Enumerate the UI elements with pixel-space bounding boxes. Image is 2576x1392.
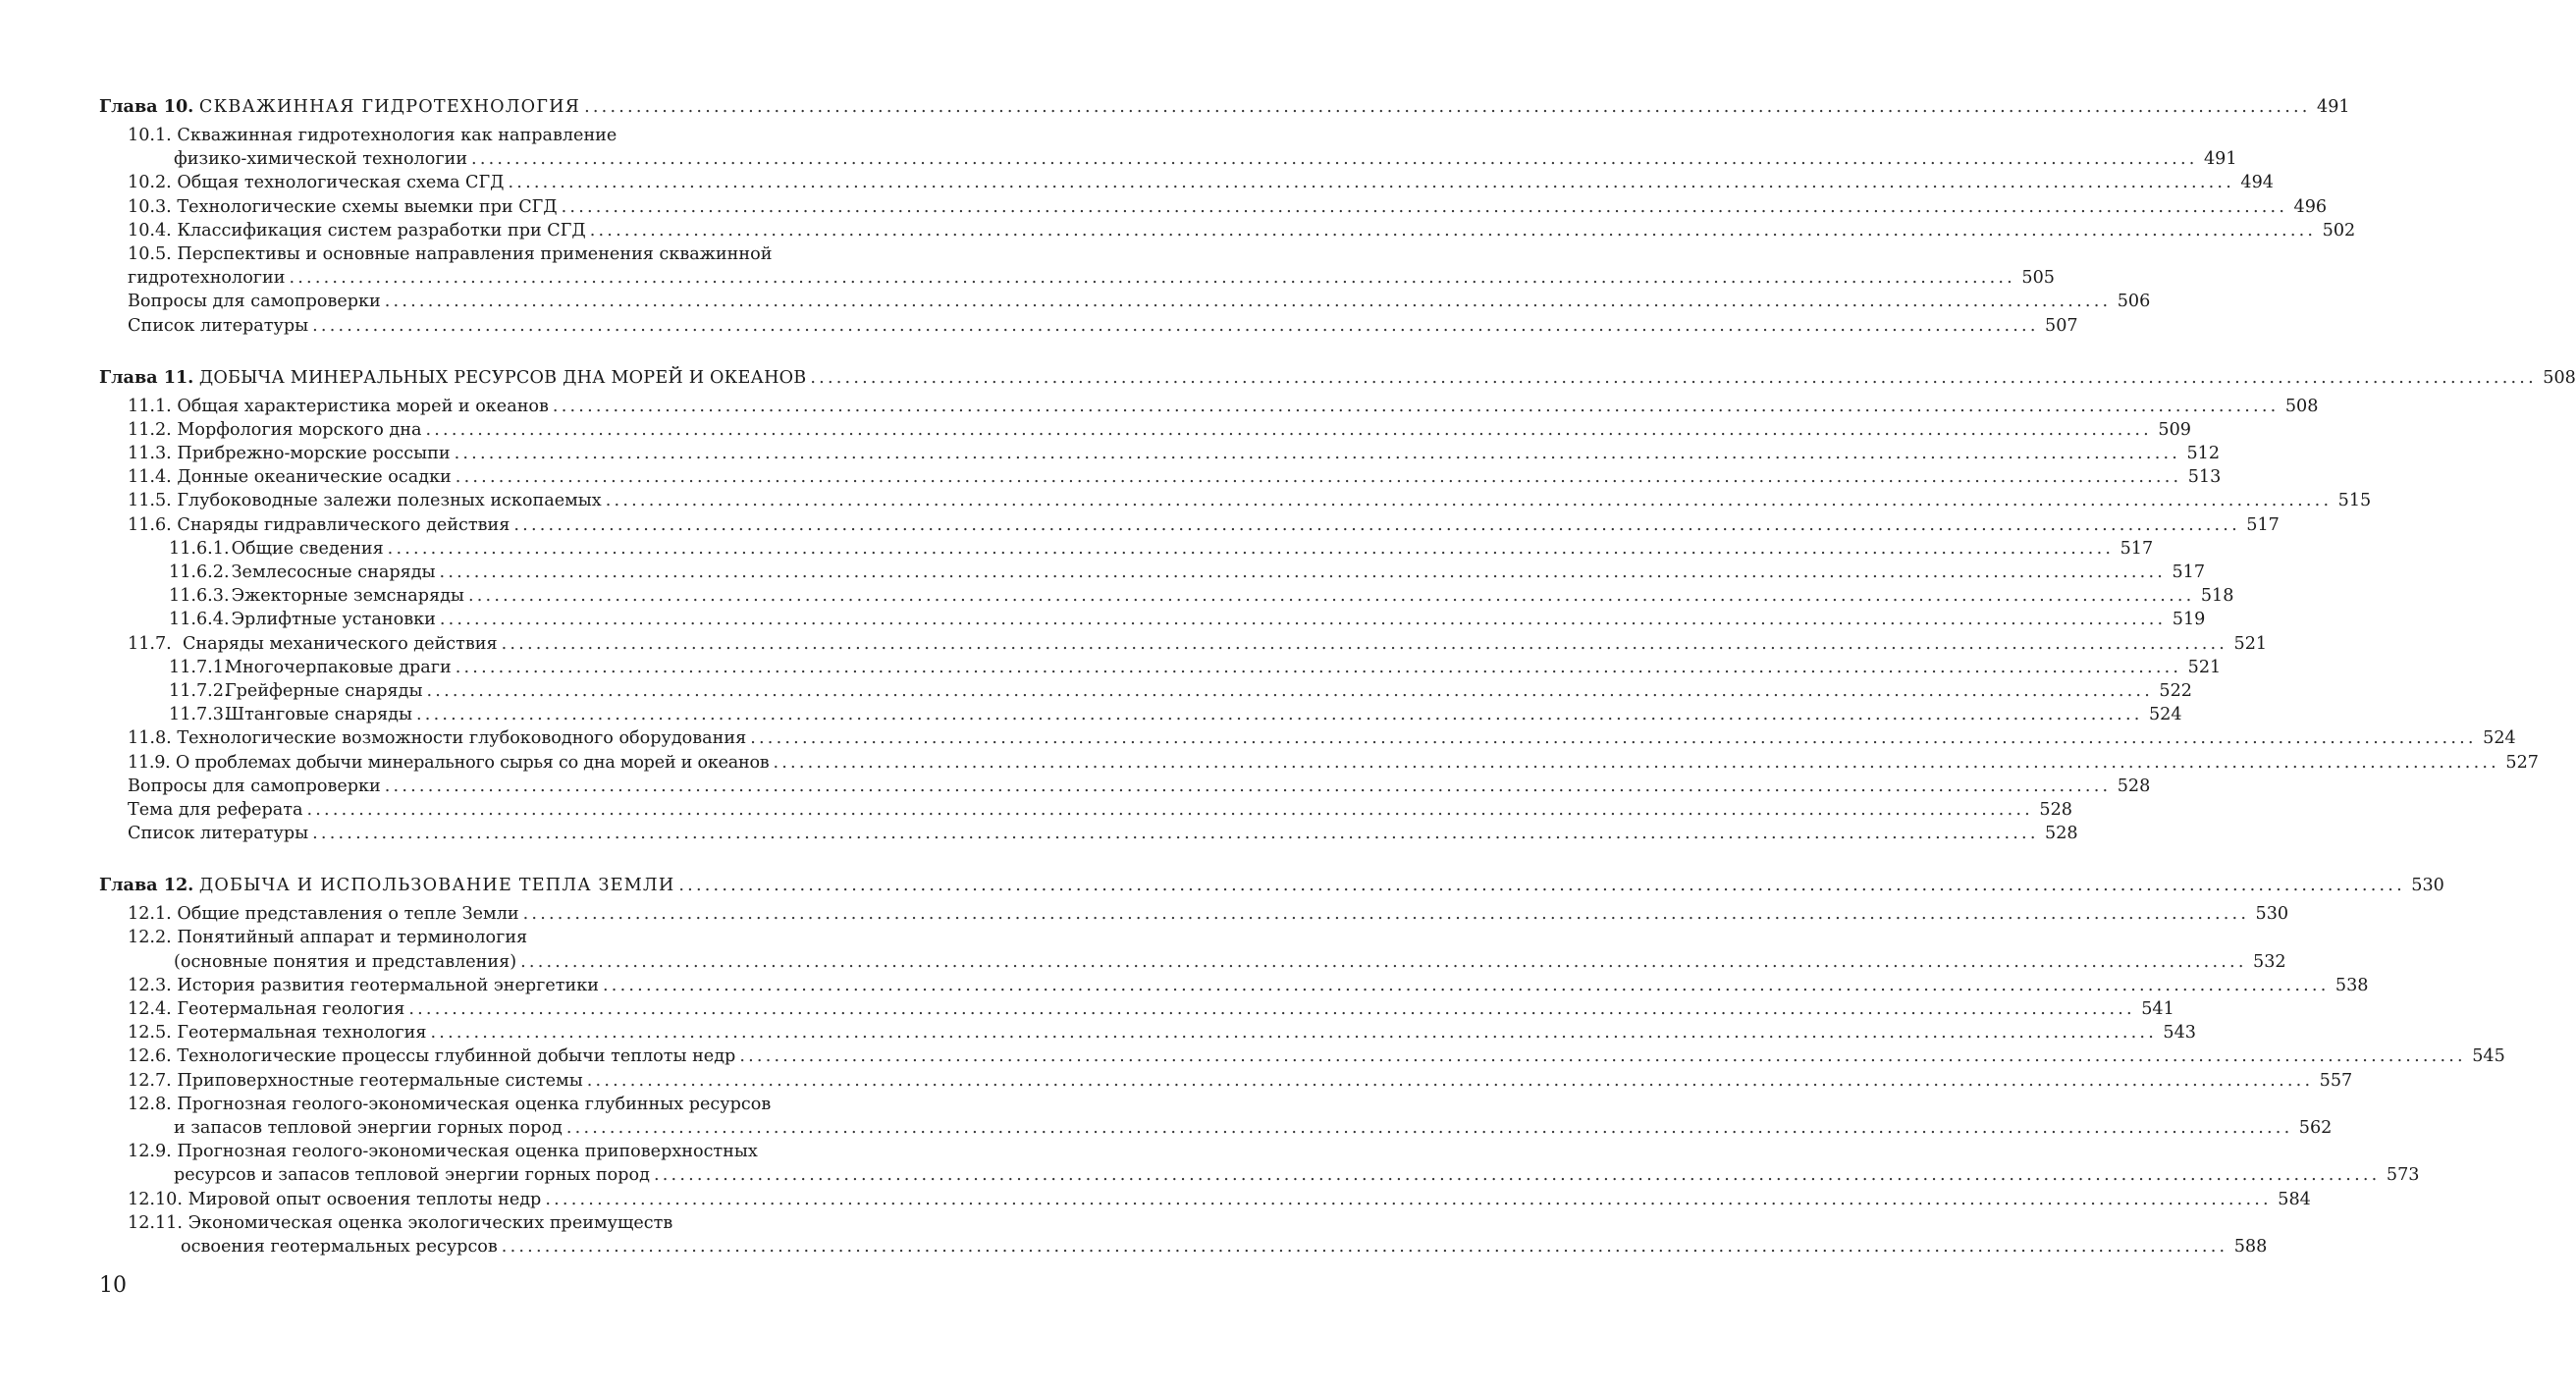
page-ref: 521: [2187, 657, 2222, 677]
leader-dots: ........................................................................................................................................................................................................: [586, 1070, 2314, 1091]
section-number: 10.4.: [128, 220, 172, 241]
section-title: Снаряды гидравлического действия: [177, 514, 510, 535]
section-title: Геотермальная технология: [177, 1023, 427, 1044]
toc-subentry[interactable]: [99, 537, 2154, 561]
chapter-12: [99, 873, 2505, 1258]
page-ref: 524: [2148, 705, 2182, 725]
leader-dots: ........................................................................................................................................................................................................: [312, 315, 2039, 336]
section-title: Морфология морского дна: [177, 419, 422, 440]
section-number: 11.2.: [128, 419, 172, 440]
page-ref: 530: [2411, 876, 2444, 896]
toc-entry[interactable]: [99, 997, 2174, 1021]
chapter-heading[interactable]: [99, 873, 2444, 898]
leader-dots: ........................................................................................................................................................................................................: [513, 514, 2240, 535]
toc-entry[interactable]: [99, 1021, 2196, 1044]
toc-entry[interactable]: [99, 465, 2222, 489]
toc-entry[interactable]: [99, 751, 2539, 775]
section-title: Вопросы для самопроверки: [128, 292, 381, 312]
toc-entry-continuation[interactable]: [99, 950, 2286, 974]
leader-dots: ........................................................................................................................................................................................................: [439, 610, 2167, 630]
leader-dots: ........................................................................................................................................................................................................: [602, 975, 2330, 995]
section-title: Прогнозная геолого-экономическая оценка глубинных ресурсов: [177, 1094, 772, 1114]
page-ref: 508: [2543, 367, 2576, 388]
section-title: Технологические возможности глубоководного оборудования: [177, 728, 747, 749]
leader-dots: ........................................................................................................................................................................................................: [384, 292, 2112, 312]
section-title: Классификация систем разработки при СГД: [177, 220, 586, 241]
toc-subentry[interactable]: [99, 679, 2193, 703]
page-ref: 528: [2045, 824, 2078, 844]
page-ref: 527: [2505, 752, 2539, 773]
toc-entry[interactable]: [99, 775, 2151, 798]
chapter-label: Глава 10.: [99, 96, 194, 117]
toc-entry-continuation[interactable]: [99, 147, 2237, 171]
section-title: Общие представления о тепле Земли: [177, 904, 519, 925]
section-number: 11.8.: [128, 728, 172, 749]
page-ref: 491: [2203, 149, 2237, 170]
toc-subentry[interactable]: [99, 703, 2182, 726]
section-title-cont: физико-химической технологии: [174, 149, 468, 170]
page-ref: 517: [2172, 562, 2206, 582]
leader-dots: ........................................................................................................................................................................................................: [508, 173, 2234, 193]
section-number: 12.8.: [128, 1094, 172, 1114]
section-title: Вопросы для самопроверки: [128, 776, 381, 796]
page-ref: 518: [2200, 586, 2234, 607]
leader-dots: ........................................................................................................................................................................................................: [561, 196, 2288, 217]
leader-dots: ........................................................................................................................................................................................................: [471, 149, 2198, 170]
page-ref: 573: [2386, 1165, 2420, 1186]
page-ref: 528: [2039, 799, 2072, 820]
section-title: Общая технологическая схема СГД: [177, 173, 505, 193]
toc-subentry[interactable]: [99, 656, 2222, 679]
toc-entry[interactable]: [99, 822, 2078, 845]
section-number: 12.7.: [128, 1070, 172, 1091]
subsection-title: Грейферные снаряды: [225, 680, 423, 701]
toc-entry[interactable]: [99, 726, 2516, 750]
table-of-contents: [99, 94, 2576, 1286]
page-ref: 513: [2187, 467, 2222, 488]
section-title-cont: освоения геотермальных ресурсов: [181, 1236, 498, 1257]
toc-entry[interactable]: [99, 171, 2274, 194]
leader-dots: ........................................................................................................................................................................................................: [605, 491, 2333, 511]
page-ref: 517: [2120, 538, 2154, 559]
page-ref: 519: [2172, 610, 2206, 630]
subsection-title: Эрлифтные установки: [231, 610, 436, 630]
section-title: Приповерхностные геотермальные системы: [177, 1070, 583, 1091]
subsection-number: 11.6.1.: [169, 538, 230, 559]
page-ref: 562: [2298, 1117, 2333, 1138]
subsection-number: 11.7.1.: [169, 657, 230, 677]
section-title: Технологические процессы глубинной добычи теплоты недр: [177, 1046, 736, 1067]
section-title: Экономическая оценка экологических преимуществ: [188, 1212, 673, 1233]
subsection-number: 11.6.2.: [169, 562, 230, 582]
leader-dots: ........................................................................................................................................................................................................: [520, 951, 2247, 972]
leader-dots: ........................................................................................................................................................................................................: [545, 1189, 2272, 1209]
toc-entry-continuation[interactable]: [99, 1116, 2333, 1140]
chapter-heading[interactable]: [99, 365, 2576, 391]
page-ref: 524: [2483, 728, 2516, 749]
leader-dots: ........................................................................................................................................................................................................: [455, 657, 2182, 677]
subsection-title: Эжекторные земснаряды: [231, 586, 464, 607]
page-ref: 588: [2233, 1236, 2268, 1257]
section-title: Общая характеристика морей и океанов: [177, 396, 549, 416]
leader-dots: ........................................................................................................................................................................................................: [750, 728, 2477, 749]
chapter-10: [99, 94, 2356, 338]
page-ref: 532: [2253, 951, 2286, 972]
toc-entry[interactable]: [99, 974, 2369, 997]
section-title-cont: (основные понятия и представления): [174, 951, 517, 972]
page-ref: 517: [2246, 514, 2280, 535]
leader-dots: ........................................................................................................................................................................................................: [773, 752, 2499, 773]
toc-entry[interactable]: [99, 195, 2328, 219]
page-ref: 515: [2337, 491, 2372, 511]
section-number: 12.11.: [128, 1212, 183, 1233]
leader-dots: ........................................................................................................................................................................................................: [467, 586, 2195, 607]
page-ref: 538: [2334, 975, 2369, 995]
page-ref: 545: [2472, 1046, 2505, 1067]
page-ref: 502: [2322, 220, 2356, 241]
leader-dots: ........................................................................................................................................................................................................: [426, 680, 2154, 701]
section-number: 11.6.: [128, 514, 172, 535]
section-title: Список литературы: [128, 315, 309, 336]
page-ref: 507: [2045, 315, 2078, 336]
toc-entry[interactable]: [99, 902, 2289, 926]
leader-dots: ........................................................................................................................................................................................................: [454, 444, 2181, 464]
toc-entry[interactable]: [99, 395, 2319, 418]
leader-dots: ........................................................................................................................................................................................................: [312, 824, 2039, 844]
page-ref: 521: [2233, 633, 2268, 654]
leader-dots: ........................................................................................................................................................................................................: [455, 467, 2182, 488]
subsection-title: Общие сведения: [231, 538, 384, 559]
toc-entry-continuation[interactable]: [99, 1163, 2420, 1187]
section-title: Снаряды механического действия: [182, 633, 498, 654]
toc-subentry[interactable]: [99, 584, 2234, 608]
page-ref: 509: [2158, 419, 2191, 440]
leader-dots: ........................................................................................................................................................................................................: [289, 268, 2015, 289]
toc-entry[interactable]: [99, 926, 882, 949]
toc-entry[interactable]: [99, 632, 2268, 656]
section-title-cont: гидротехнологии: [128, 268, 286, 289]
section-number: 12.6.: [128, 1046, 172, 1067]
section-title: Прибрежно-морские россыпи: [177, 444, 451, 464]
toc-entry[interactable]: [99, 242, 882, 266]
page-ref: 505: [2021, 268, 2055, 289]
leader-dots: ........................................................................................................................................................................................................: [589, 220, 2317, 241]
section-title: История развития геотермальной энергетики: [177, 975, 599, 995]
section-title: О проблемах добычи минерального сырья со дна морей и океанов: [175, 752, 770, 773]
leader-dots: ........................................................................................................................................................................................................: [653, 1165, 2381, 1186]
toc-entry[interactable]: [99, 1093, 882, 1116]
page-ref: 496: [2293, 196, 2328, 217]
section-number: 11.1.: [128, 396, 172, 416]
page-ref: 491: [2317, 97, 2350, 117]
subsection-title: Штанговые снаряды: [225, 705, 413, 725]
page-ref: 557: [2319, 1070, 2353, 1091]
section-number: 12.2.: [128, 928, 172, 948]
subsection-title: Землесосные снаряды: [231, 562, 436, 582]
subsection-title: Многочерпаковые драги: [225, 657, 452, 677]
leader-dots: ........................................................................................................................................................................................................: [439, 562, 2167, 582]
toc-entry[interactable]: [99, 442, 2221, 465]
chapter-heading[interactable]: [99, 94, 2350, 120]
leader-dots: ........................................................................................................................................................................................................: [387, 538, 2115, 559]
page-ref: 512: [2186, 444, 2221, 464]
section-number: 10.1.: [128, 126, 172, 145]
toc-subentry[interactable]: [99, 561, 2206, 584]
section-number: 12.5.: [128, 1023, 172, 1044]
chapter-label: Глава 11.: [99, 366, 194, 388]
leader-dots: ........................................................................................................................................................................................................: [522, 904, 2250, 925]
section-number: 11.3.: [128, 444, 172, 464]
toc-entry[interactable]: [99, 1140, 882, 1163]
section-title: Понятийный аппарат и терминология: [177, 928, 528, 948]
leader-dots: ........................................................................................................................................................................................................: [584, 97, 2311, 117]
page-ref: 528: [2117, 776, 2151, 796]
page-ref: 508: [2284, 396, 2319, 416]
section-number: 11.5.: [128, 491, 172, 511]
subsection-number: 11.7.2.: [169, 680, 230, 701]
toc-entry[interactable]: [99, 1211, 882, 1235]
subsection-number: 11.7.3.: [169, 705, 230, 725]
section-title: Геотермальная геология: [177, 999, 405, 1019]
section-title: Мировой опыт освоения теплоты недр: [188, 1189, 542, 1209]
section-number: 10.2.: [128, 173, 172, 193]
leader-dots: ........................................................................................................................................................................................................: [501, 633, 2228, 654]
leader-dots: ........................................................................................................................................................................................................: [565, 1117, 2293, 1138]
leader-dots: ........................................................................................................................................................................................................: [306, 799, 2033, 820]
section-title: Технологические схемы выемки при СГД: [177, 196, 558, 217]
toc-subentry[interactable]: [99, 608, 2206, 631]
toc-entry[interactable]: [99, 1044, 2505, 1068]
section-title-cont: ресурсов и запасов тепловой энергии горных пород: [174, 1165, 650, 1186]
leader-dots: ........................................................................................................................................................................................................: [384, 776, 2112, 796]
toc-entry[interactable]: [99, 219, 2356, 242]
toc-entry[interactable]: [99, 124, 882, 147]
leader-dots: ........................................................................................................................................................................................................: [739, 1046, 2466, 1067]
section-number: 12.3.: [128, 975, 172, 995]
toc-entry[interactable]: [99, 290, 2151, 313]
section-number: 10.5.: [128, 243, 172, 264]
leader-dots: ........................................................................................................................................................................................................: [408, 999, 2135, 1019]
toc-entry[interactable]: [99, 513, 2280, 537]
page-ref: 530: [2255, 904, 2289, 925]
subsection-number: 11.6.4.: [169, 610, 230, 630]
section-number: 12.10.: [128, 1189, 183, 1209]
section-number: 11.7.: [128, 633, 172, 654]
section-title: Прогнозная геолого-экономическая оценка приповерхностных: [177, 1142, 758, 1162]
toc-entry-continuation[interactable]: [99, 266, 2055, 290]
leader-dots: ........................................................................................................................................................................................................: [425, 419, 2152, 440]
section-title: Тема для реферата: [128, 799, 303, 820]
section-title: Глубоководные залежи полезных ископаемых: [177, 491, 602, 511]
chapter-title: СКВАЖИННАЯ ГИДРОТЕХНОЛОГИЯ: [198, 97, 581, 117]
chapter-label: Глава 12.: [99, 875, 194, 896]
toc-entry[interactable]: [99, 1069, 2353, 1093]
leader-dots: ........................................................................................................................................................................................................: [416, 705, 2143, 725]
leader-dots: ........................................................................................................................................................................................................: [552, 396, 2280, 416]
page-ref: 584: [2278, 1189, 2311, 1209]
section-number: 12.9.: [128, 1142, 172, 1162]
page-ref: 541: [2141, 999, 2174, 1019]
chapter-11: [99, 365, 2576, 846]
section-title: Донные океанические осадки: [177, 467, 452, 488]
section-number: 10.3.: [128, 196, 172, 217]
page-ref: 494: [2240, 173, 2274, 193]
section-number: 12.4.: [128, 999, 172, 1019]
section-title-cont: и запасов тепловой энергии горных пород: [174, 1117, 563, 1138]
leader-dots: ........................................................................................................................................................................................................: [810, 367, 2537, 388]
toc-entry[interactable]: [99, 798, 2072, 822]
section-title: Скважинная гидротехнология как направление: [177, 126, 617, 145]
page-ref: 506: [2117, 292, 2151, 312]
toc-entry[interactable]: [99, 314, 2078, 338]
chapter-title: ДОБЫЧА И ИСПОЛЬЗОВАНИЕ ТЕПЛА ЗЕМЛИ: [198, 876, 675, 896]
toc-entry[interactable]: [99, 418, 2191, 442]
leader-dots: ........................................................................................................................................................................................................: [501, 1236, 2228, 1257]
toc-entry[interactable]: [99, 1188, 2311, 1211]
subsection-number: 11.6.3.: [169, 586, 230, 607]
section-title: Перспективы и основные направления применения скважинной: [177, 243, 773, 264]
page-ref: 543: [2163, 1023, 2196, 1044]
page-ref: 522: [2159, 680, 2193, 701]
leader-dots: ........................................................................................................................................................................................................: [430, 1023, 2157, 1044]
chapter-title: ДОБЫЧА МИНЕРАЛЬНЫХ РЕСУРСОВ ДНА МОРЕЙ И ОКЕАНОВ: [198, 367, 807, 388]
toc-entry[interactable]: [99, 489, 2372, 512]
section-number: 11.9.: [128, 752, 171, 773]
section-title: Список литературы: [128, 824, 309, 844]
toc-entry-continuation[interactable]: [99, 1235, 2268, 1258]
section-number: 11.4.: [128, 467, 172, 488]
section-number: 12.1.: [128, 904, 172, 925]
page-number: 10: [99, 1273, 127, 1298]
leader-dots: ........................................................................................................................................................................................................: [678, 876, 2405, 896]
